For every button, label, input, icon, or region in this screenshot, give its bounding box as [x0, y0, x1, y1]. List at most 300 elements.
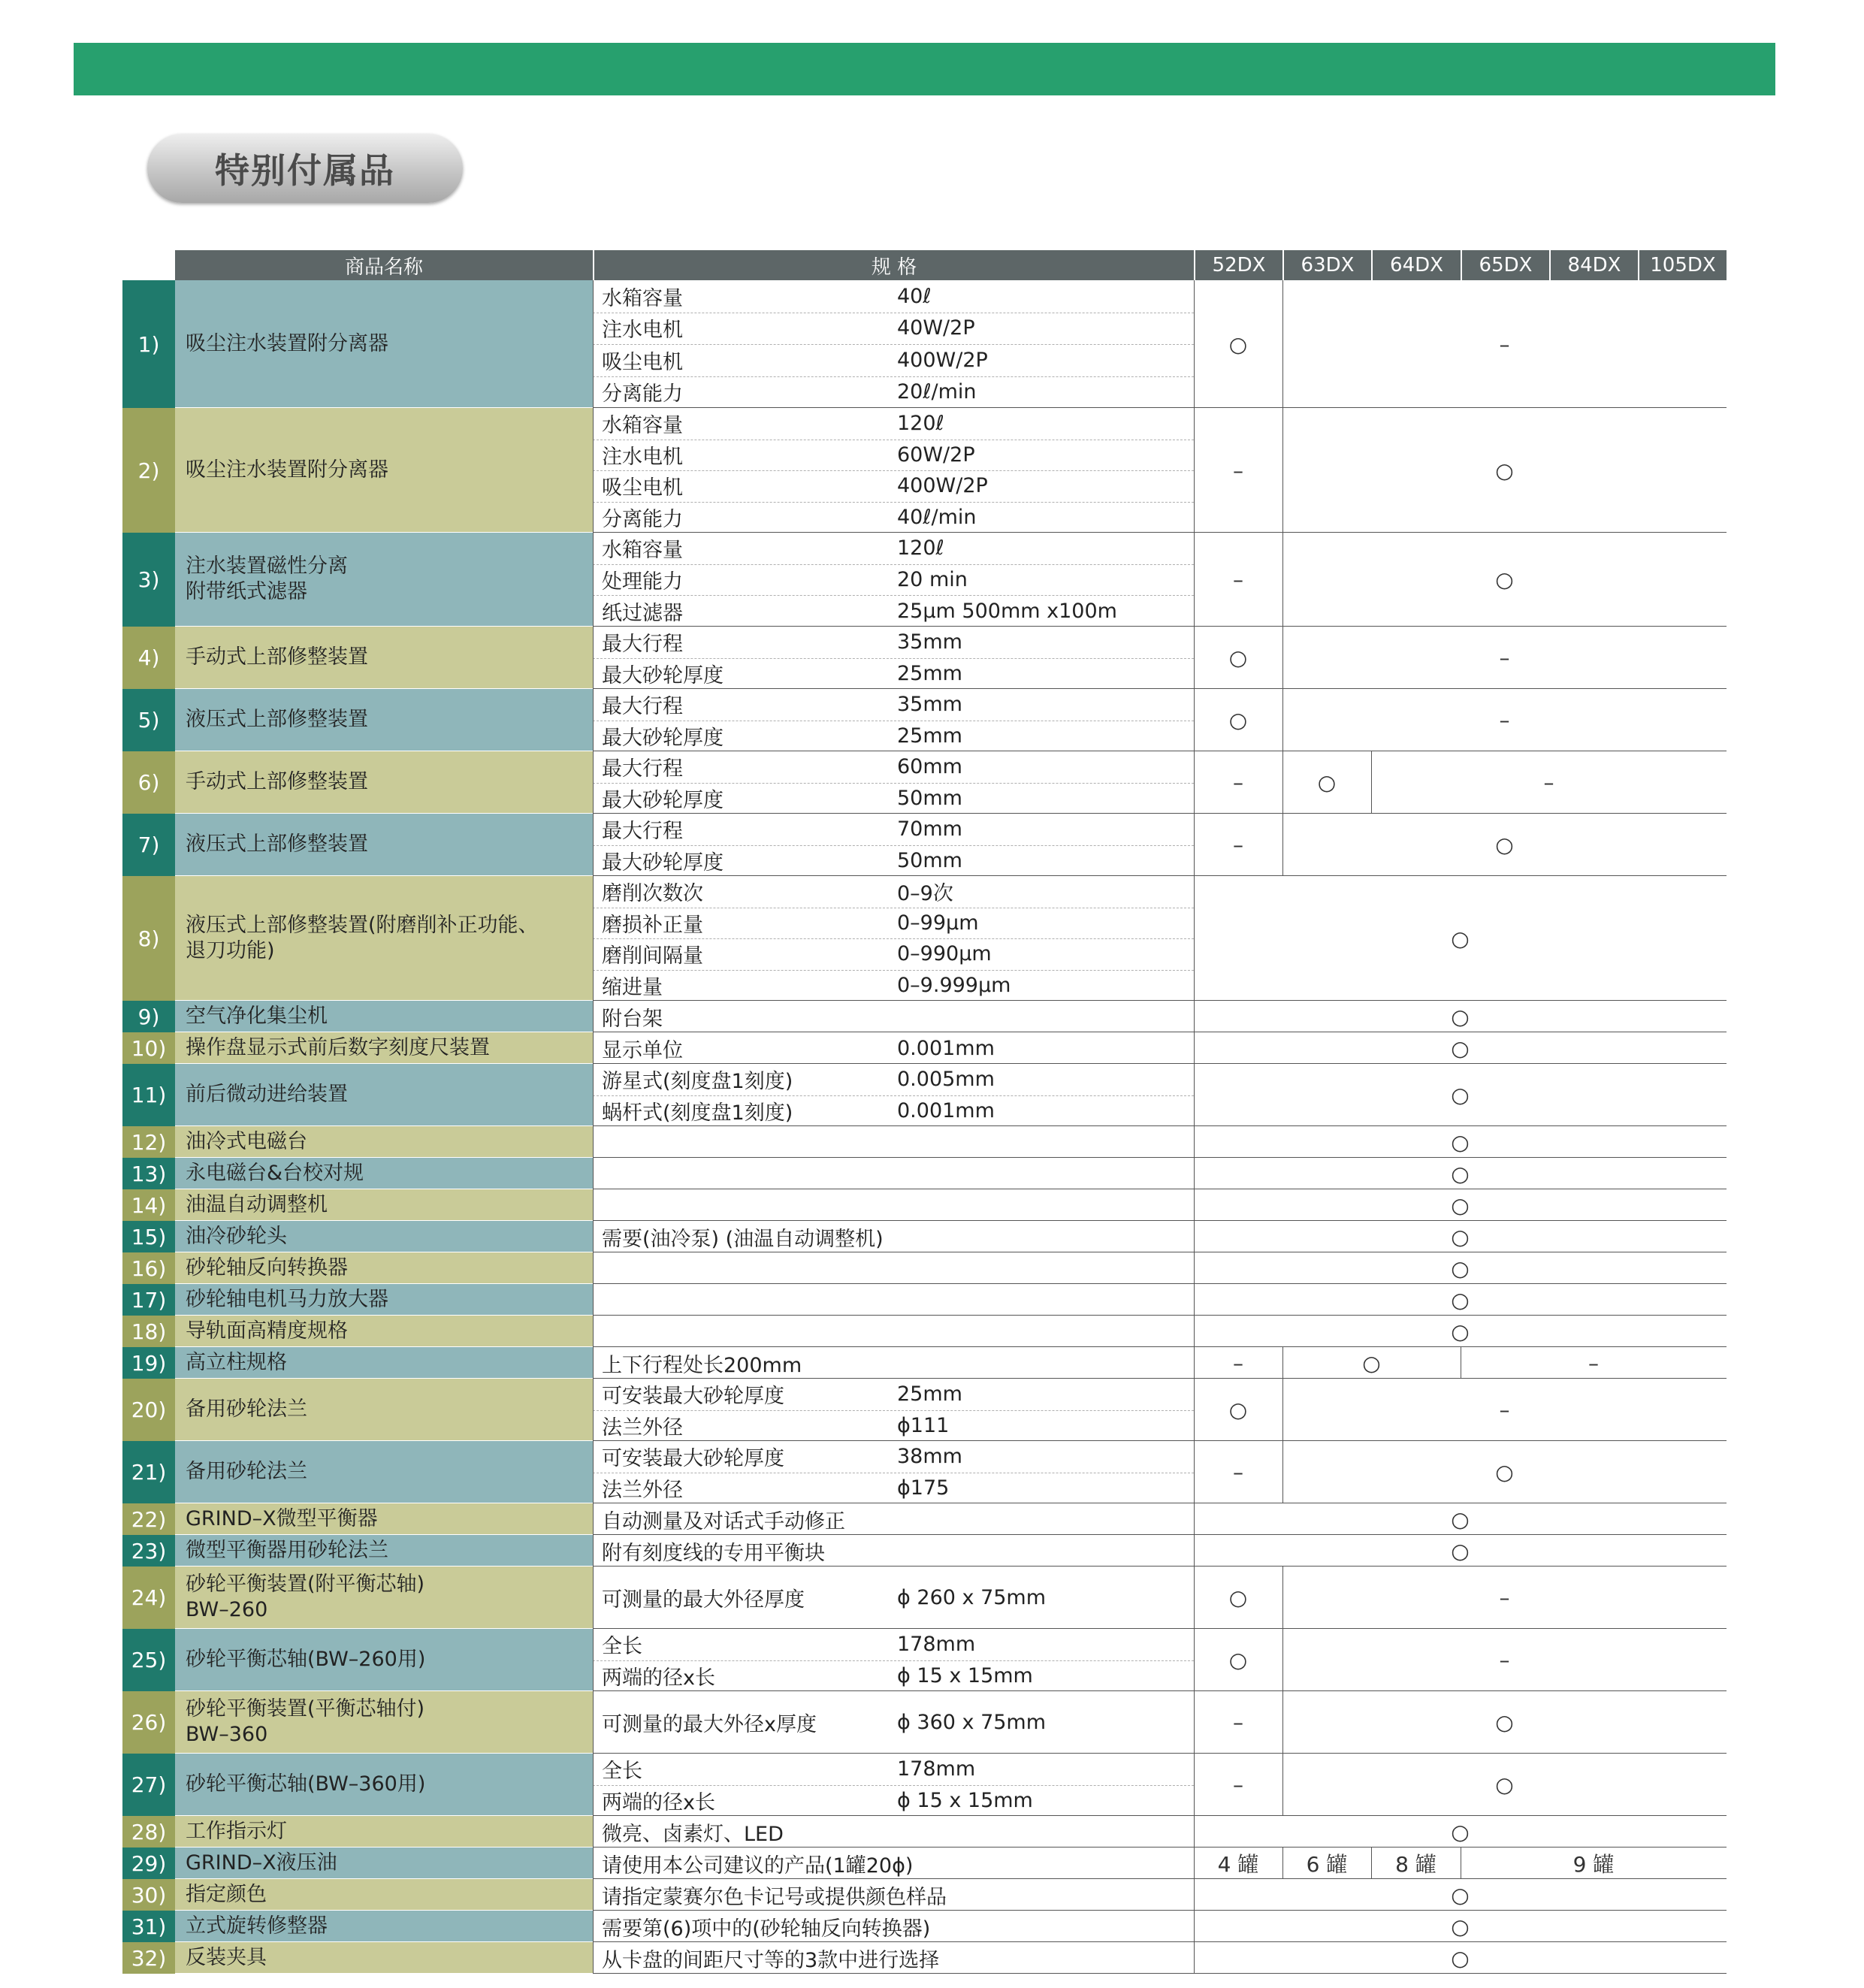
spec-value: 38mm — [897, 1445, 962, 1469]
spec-line — [593, 1347, 1194, 1379]
row-spec — [593, 1126, 1194, 1158]
spec-value: ϕ 360 x 75mm — [897, 1711, 1047, 1734]
spec-key: 从卡盘的间距尺寸等的3款中进行选择 — [602, 1948, 940, 1972]
row-spec — [593, 1316, 1194, 1347]
row-number: 12) — [122, 1126, 175, 1158]
avail-divider — [1194, 533, 1195, 627]
avail-divider — [1194, 1848, 1195, 1879]
row-spec — [593, 1816, 1194, 1848]
spec-value: ϕ111 — [897, 1413, 950, 1437]
spec-line — [593, 721, 1194, 752]
row-number: 22) — [122, 1503, 175, 1535]
row-spec — [593, 533, 1194, 627]
column-divider — [1282, 751, 1283, 814]
column-divider — [1282, 280, 1283, 408]
spec-line — [593, 1252, 1194, 1284]
availability-mark: ○ — [1451, 1192, 1470, 1218]
row-spec — [593, 689, 1194, 751]
spec-value: 35mm — [897, 693, 962, 717]
availability-mark: – — [1233, 770, 1243, 795]
spec-line — [593, 1001, 1194, 1032]
spec-line — [593, 1410, 1194, 1442]
availability-mark: ○ — [1228, 1585, 1248, 1610]
availability-mark: ○ — [1495, 458, 1514, 483]
spec-line — [593, 313, 1194, 346]
spec-line — [593, 502, 1194, 533]
spec-line — [593, 533, 1194, 565]
spec-divider — [593, 1316, 594, 1347]
header-model-105dx: 105DX — [1639, 250, 1727, 280]
avail-divider — [1194, 689, 1195, 751]
row-number: 30) — [122, 1879, 175, 1911]
spec-key: 分离能力 — [602, 382, 683, 406]
avail-divider — [1194, 1252, 1195, 1284]
availability-mark: ○ — [1451, 1538, 1470, 1564]
row-spec — [593, 1001, 1194, 1032]
row-number: 32) — [122, 1942, 175, 1974]
table-row — [122, 1503, 1727, 1535]
spec-key: 最大行程 — [602, 757, 683, 781]
row-spec — [593, 1503, 1194, 1535]
header-model-84dx: 84DX — [1551, 250, 1638, 280]
spec-key: 最大砂轮厚度 — [602, 788, 724, 812]
availability-mark: ○ — [1451, 1319, 1470, 1344]
spec-divider — [593, 876, 594, 1001]
availability-mark: ○ — [1451, 1083, 1470, 1107]
availability-mark: – — [1499, 1648, 1510, 1672]
row-number: 10) — [122, 1032, 175, 1064]
column-divider — [1282, 533, 1283, 627]
spec-line — [593, 876, 1194, 908]
column-divider — [1282, 1754, 1283, 1816]
availability-mark: – — [1499, 708, 1510, 733]
row-product-name: 高立柱规格 — [175, 1347, 593, 1379]
row-product-name: 反装夹具 — [175, 1942, 593, 1974]
row-product-name: 液压式上部修整装置(附磨削补正功能、 退刀功能) — [175, 876, 593, 1001]
spec-line — [593, 689, 1194, 721]
spec-value: 50mm — [897, 848, 962, 872]
availability-mark: ○ — [1451, 1945, 1470, 1971]
avail-divider — [1194, 1441, 1195, 1503]
availability-mark: – — [1499, 1397, 1510, 1422]
column-divider — [1282, 627, 1283, 689]
avail-divider — [1194, 408, 1195, 533]
row-number: 14) — [122, 1189, 175, 1221]
row-spec — [593, 1032, 1194, 1064]
spec-value: 400W/2P — [897, 474, 988, 498]
row-product-name: 手动式上部修整装置 — [175, 751, 593, 814]
spec-line — [593, 1535, 1194, 1567]
spec-divider — [593, 814, 594, 876]
spec-key: 水箱容量 — [602, 286, 683, 310]
spec-value: 0–990μm — [897, 942, 992, 966]
spec-value: 178mm — [897, 1757, 976, 1781]
row-spec — [593, 1754, 1194, 1816]
row-spec — [593, 1221, 1194, 1252]
row-product-name: 砂轮平衡芯轴(BW–360用) — [175, 1754, 593, 1816]
spec-line — [593, 814, 1194, 846]
availability-mark: – — [1233, 1772, 1243, 1797]
spec-key: 蜗杆式(刻度盘1刻度) — [602, 1101, 793, 1125]
avail-divider — [1194, 1064, 1195, 1126]
spec-value: 0–99μm — [897, 911, 979, 935]
availability-mark: – — [1499, 1585, 1510, 1610]
header-name: 商品名称 — [175, 250, 593, 280]
availability-mark: – — [1543, 770, 1554, 795]
row-product-name: 指定颜色 — [175, 1879, 593, 1911]
row-spec — [593, 1284, 1194, 1316]
spec-value: ϕ 15 x 15mm — [897, 1663, 1033, 1687]
table-row — [122, 1911, 1727, 1942]
row-product-name: 砂轮平衡芯轴(BW–260用) — [175, 1629, 593, 1691]
spec-line — [593, 1754, 1194, 1786]
spec-divider — [593, 1001, 594, 1032]
row-product-name: 空气净化集尘机 — [175, 1001, 593, 1032]
spec-key: 显示单位 — [602, 1038, 683, 1062]
row-number: 27) — [122, 1754, 175, 1816]
spec-divider — [593, 1503, 594, 1535]
row-number: 20) — [122, 1379, 175, 1441]
availability-mark: – — [1233, 567, 1243, 592]
spec-divider — [593, 1189, 594, 1221]
row-number: 21) — [122, 1441, 175, 1503]
column-divider — [1282, 1379, 1283, 1441]
spec-divider — [593, 689, 594, 751]
spec-value: 35mm — [897, 630, 962, 654]
availability-mark: ○ — [1228, 708, 1248, 733]
row-number: 24) — [122, 1567, 175, 1629]
table-row — [122, 814, 1727, 876]
spec-key: 缩进量 — [602, 975, 663, 999]
spec-value: 20 min — [897, 567, 968, 591]
spec-key: 请指定蒙赛尔色卡记号或提供颜色样品 — [602, 1885, 947, 1909]
column-divider — [1371, 751, 1372, 814]
spec-value: 178mm — [897, 1633, 976, 1657]
spec-divider — [593, 1535, 594, 1567]
row-number: 13) — [122, 1158, 175, 1189]
table-row — [122, 689, 1727, 751]
avail-divider — [1194, 627, 1195, 689]
header-model-52dx: 52DX — [1195, 250, 1282, 280]
column-divider — [1282, 689, 1283, 751]
spec-key: 两端的径x长 — [602, 1790, 715, 1814]
availability-mark: ○ — [1451, 1161, 1470, 1186]
row-product-name: 立式旋转修整器 — [175, 1911, 593, 1942]
row-number: 4) — [122, 627, 175, 689]
row-spec — [593, 876, 1194, 1001]
spec-line — [593, 658, 1194, 690]
spec-key: 两端的径x长 — [602, 1666, 715, 1690]
availability-mark: ○ — [1228, 1397, 1248, 1422]
column-divider — [1282, 408, 1283, 533]
spec-divider — [593, 1754, 594, 1816]
availability-mark: ○ — [1451, 1914, 1470, 1939]
spec-line — [593, 938, 1194, 971]
avail-divider — [1194, 1347, 1195, 1379]
column-divider — [1282, 1848, 1283, 1879]
spec-line — [593, 1284, 1194, 1316]
row-product-name: 吸尘注水装置附分离器 — [175, 280, 593, 408]
row-number: 31) — [122, 1911, 175, 1942]
table-row — [122, 1252, 1727, 1284]
spec-value: 40W/2P — [897, 316, 975, 340]
spec-divider — [593, 533, 594, 627]
spec-key: 全长 — [602, 1760, 642, 1784]
row-spec — [593, 1158, 1194, 1189]
spec-line — [593, 1221, 1194, 1252]
row-number: 2) — [122, 408, 175, 533]
availability-mark: ○ — [1451, 1882, 1470, 1908]
avail-divider — [1194, 1816, 1195, 1848]
availability-mark: 4 罐 — [1217, 1852, 1259, 1877]
spec-divider — [593, 1911, 594, 1942]
section-title: 特别付属品 — [147, 134, 463, 203]
spec-line — [593, 1785, 1194, 1817]
availability-mark: ○ — [1495, 832, 1514, 857]
row-product-name: 砂轮轴反向转换器 — [175, 1252, 593, 1284]
spec-line — [593, 470, 1194, 503]
spec-key: 最大砂轮厚度 — [602, 850, 724, 875]
spec-divider — [593, 627, 594, 689]
row-product-name: 操作盘显示式前后数字刻度尺装置 — [175, 1032, 593, 1064]
avail-divider — [1194, 814, 1195, 876]
row-product-name: 微型平衡器用砂轮法兰 — [175, 1535, 593, 1567]
availability-mark: ○ — [1451, 1224, 1470, 1249]
spec-value: 0.001mm — [897, 1036, 995, 1060]
avail-divider — [1194, 1379, 1195, 1441]
spec-value: 0.001mm — [897, 1098, 995, 1122]
availability-mark: 8 罐 — [1395, 1852, 1437, 1877]
spec-key: 吸尘电机 — [602, 350, 683, 374]
spec-divider — [593, 1942, 594, 1974]
table-row — [122, 1064, 1727, 1126]
table-row — [122, 627, 1727, 689]
header-model-64dx: 64DX — [1373, 250, 1461, 280]
table-row — [122, 1032, 1727, 1064]
row-product-name: 砂轮平衡装置(平衡芯轴付) BW–360 — [175, 1691, 593, 1754]
spec-line — [593, 1158, 1194, 1189]
spec-key: 磨削间隔量 — [602, 944, 703, 968]
table-row — [122, 751, 1727, 814]
top-green-banner — [74, 43, 1775, 95]
row-product-name: 工作指示灯 — [175, 1816, 593, 1848]
table-row — [122, 876, 1727, 1001]
table-row — [122, 1691, 1727, 1754]
row-product-name: 注水装置磁性分离 附带纸式滤器 — [175, 533, 593, 627]
row-product-name: 备用砂轮法兰 — [175, 1379, 593, 1441]
row-spec — [593, 751, 1194, 814]
spec-line — [593, 344, 1194, 377]
availability-mark: ○ — [1362, 1350, 1381, 1376]
spec-line — [593, 1126, 1194, 1158]
availability-mark: – — [1233, 1350, 1243, 1376]
column-divider — [1282, 1567, 1283, 1629]
row-number: 6) — [122, 751, 175, 814]
row-product-name: 砂轮轴电机马力放大器 — [175, 1284, 593, 1316]
availability-mark: – — [1499, 331, 1510, 357]
column-divider — [1282, 1691, 1283, 1754]
spec-divider — [593, 1567, 594, 1629]
spec-divider — [593, 1064, 594, 1126]
row-spec — [593, 1879, 1194, 1911]
avail-divider — [1194, 1126, 1195, 1158]
spec-line — [593, 908, 1194, 940]
spec-key: 最大行程 — [602, 820, 683, 844]
table-row — [122, 1347, 1727, 1379]
row-product-name: 永电磁台&台校对规 — [175, 1158, 593, 1189]
spec-line — [593, 1660, 1194, 1692]
header-model-65dx: 65DX — [1462, 250, 1549, 280]
spec-value: 0–9次 — [897, 882, 953, 906]
availability-mark: ○ — [1451, 1255, 1470, 1281]
spec-value: 25mm — [897, 1382, 962, 1406]
table-row — [122, 1316, 1727, 1347]
spec-value: 70mm — [897, 817, 962, 841]
spec-value: 25mm — [897, 661, 962, 685]
availability-mark: 9 罐 — [1572, 1852, 1615, 1877]
spec-line — [593, 1816, 1194, 1848]
availability-mark: ○ — [1451, 1035, 1470, 1061]
row-spec — [593, 1252, 1194, 1284]
spec-value: ϕ175 — [897, 1476, 950, 1500]
availability-mark: ○ — [1228, 331, 1248, 357]
row-product-name: 油温自动调整机 — [175, 1189, 593, 1221]
row-spec — [593, 1347, 1194, 1379]
avail-divider — [1194, 1158, 1195, 1189]
spec-line — [593, 408, 1194, 440]
spec-divider — [593, 280, 594, 408]
avail-divider — [1194, 1942, 1195, 1974]
row-product-name: 液压式上部修整装置 — [175, 814, 593, 876]
spec-line — [593, 783, 1194, 814]
spec-line — [593, 1189, 1194, 1221]
spec-key: 法兰外径 — [602, 1415, 683, 1440]
row-spec — [593, 1848, 1194, 1879]
row-product-name: 油冷砂轮头 — [175, 1221, 593, 1252]
spec-divider — [593, 1032, 594, 1064]
spec-value: 120ℓ — [897, 536, 944, 560]
spec-key: 水箱容量 — [602, 539, 683, 563]
spec-value: 50mm — [897, 786, 962, 810]
spec-line — [593, 440, 1194, 472]
avail-divider — [1194, 1001, 1195, 1032]
spec-value: 20ℓ/min — [897, 380, 977, 404]
spec-value: 120ℓ — [897, 412, 944, 436]
spec-divider — [593, 1379, 594, 1441]
row-product-name: 液压式上部修整装置 — [175, 689, 593, 751]
spec-key: 上下行程处长200mm — [602, 1353, 802, 1377]
row-product-name: 导轨面高精度规格 — [175, 1316, 593, 1347]
spec-key: 可测量的最大外径x厚度 — [602, 1713, 817, 1736]
row-number: 17) — [122, 1284, 175, 1316]
spec-key: 游星式(刻度盘1刻度) — [602, 1070, 793, 1094]
table-row — [122, 1001, 1727, 1032]
header-model-63dx: 63DX — [1284, 250, 1371, 280]
row-number: 5) — [122, 689, 175, 751]
column-divider — [1371, 1848, 1372, 1879]
row-number: 11) — [122, 1064, 175, 1126]
row-number: 9) — [122, 1001, 175, 1032]
spec-key: 磨削次数次 — [602, 882, 703, 906]
avail-divider — [1194, 1189, 1195, 1221]
table-row — [122, 1221, 1727, 1252]
row-spec — [593, 627, 1194, 689]
spec-key: 注水电机 — [602, 319, 683, 343]
spec-line — [593, 280, 1194, 313]
spec-key: 法兰外径 — [602, 1478, 683, 1502]
spec-key: 请使用本公司建议的产品(1罐20ϕ) — [602, 1854, 914, 1878]
table-row — [122, 1567, 1727, 1629]
table-row — [122, 1189, 1727, 1221]
spec-divider — [593, 1347, 594, 1379]
row-number: 1) — [122, 280, 175, 408]
availability-mark: ○ — [1451, 926, 1470, 951]
row-product-name: 吸尘注水装置附分离器 — [175, 408, 593, 533]
spec-key: 最大行程 — [602, 695, 683, 719]
table-row — [122, 533, 1727, 627]
row-number: 15) — [122, 1221, 175, 1252]
avail-divider — [1194, 280, 1195, 408]
row-product-name: GRIND–X微型平衡器 — [175, 1503, 593, 1535]
spec-value: 25μm 500mm x100m — [897, 599, 1117, 623]
spec-line — [593, 1691, 1194, 1754]
spec-line — [593, 1316, 1194, 1347]
row-product-name: 砂轮平衡装置(附平衡芯轴) BW–260 — [175, 1567, 593, 1629]
availability-mark: – — [1499, 645, 1510, 670]
spec-key: 附台架 — [602, 1007, 663, 1031]
availability-mark: ○ — [1495, 1772, 1514, 1797]
spec-divider — [593, 1126, 594, 1158]
spec-value: 400W/2P — [897, 348, 988, 372]
avail-divider — [1194, 1032, 1195, 1064]
avail-divider — [1194, 1316, 1195, 1347]
avail-divider — [1194, 1629, 1195, 1691]
row-product-name: 前后微动进给装置 — [175, 1064, 593, 1126]
row-spec — [593, 1629, 1194, 1691]
header-spec: 规 格 — [594, 250, 1194, 280]
spec-value: 40ℓ — [897, 284, 932, 308]
spec-line — [593, 627, 1194, 659]
avail-divider — [1194, 751, 1195, 814]
row-spec — [593, 1942, 1194, 1974]
availability-mark: – — [1233, 1460, 1243, 1485]
avail-divider — [1194, 1503, 1195, 1535]
spec-key: 需要第(6)项中的(砂轮轴反向转换器) — [602, 1917, 931, 1941]
table-row — [122, 1158, 1727, 1189]
availability-mark: 6 罐 — [1306, 1852, 1348, 1877]
table-row — [122, 1441, 1727, 1503]
row-number: 28) — [122, 1816, 175, 1848]
spec-key: 注水电机 — [602, 445, 683, 469]
row-spec — [593, 1691, 1194, 1754]
spec-line — [593, 1911, 1194, 1942]
avail-divider — [1194, 1535, 1195, 1567]
table-row — [122, 1848, 1727, 1879]
row-border — [593, 1973, 1727, 1974]
table-row — [122, 1879, 1727, 1911]
spec-key: 水箱容量 — [602, 414, 683, 438]
spec-line — [593, 1942, 1194, 1974]
spec-key: 最大行程 — [602, 633, 683, 657]
row-spec — [593, 1441, 1194, 1503]
availability-mark: ○ — [1495, 1460, 1514, 1485]
column-divider — [1282, 814, 1283, 876]
spec-line — [593, 1095, 1194, 1127]
spec-key: 最大砂轮厚度 — [602, 726, 724, 750]
avail-divider — [1194, 1879, 1195, 1911]
availability-mark: ○ — [1228, 645, 1248, 670]
spec-divider — [593, 1879, 594, 1911]
